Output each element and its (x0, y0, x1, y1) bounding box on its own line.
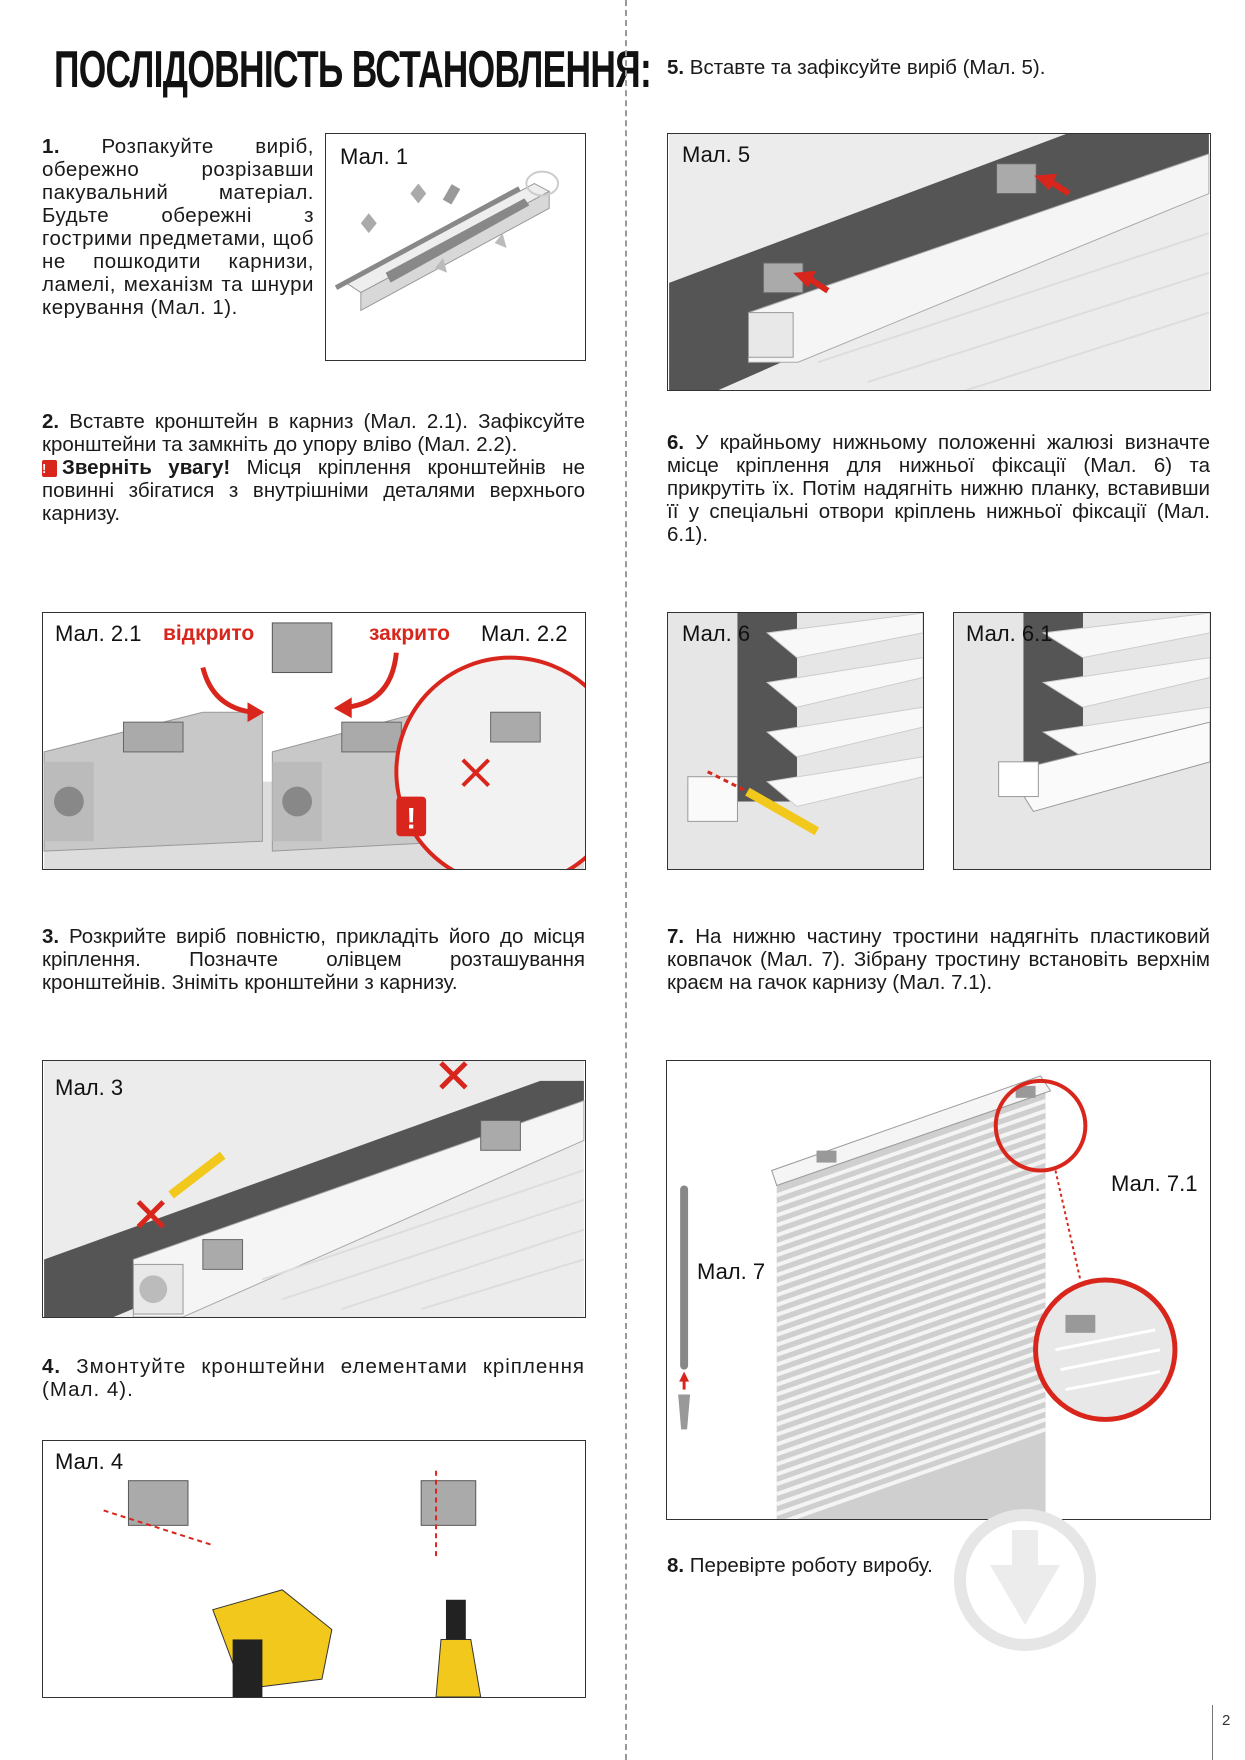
warning-icon: ! (42, 460, 57, 477)
figure-4 (42, 1440, 586, 1698)
bottom-rail-illustration (954, 613, 1210, 869)
step-number: 2. (42, 410, 60, 433)
step-text: На нижню частину тростини надягніть пластиковий ковпачок (Мал. 7). Зібрану тростину встановіть верхнім краєм на гачок карнизу (Мал. 7.1). (667, 925, 1210, 994)
step-text: Вставте та зафіксуйте виріб (Мал. 5). (684, 56, 1046, 79)
page-title: ПОСЛІДОВНІСТЬ ВСТАНОВЛЕННЯ: (54, 41, 652, 99)
rail-fixing-illustration (668, 134, 1210, 390)
figure-3 (42, 1060, 586, 1318)
step-number: 1. (42, 135, 61, 158)
step-3 (42, 925, 585, 994)
step-number: 4. (42, 1355, 62, 1378)
step-number: 5. (667, 56, 685, 79)
warning-text: Місця кріплення кронштейнів не повинні збігатися з внутрішніми деталями верхнього карнизу. (42, 456, 585, 525)
step-number: 3. (42, 925, 60, 948)
bracket-insertion-illustration (43, 613, 585, 869)
step-text: У крайньому нижньому положенні жалюзі визначте місце кріплення для нижньої фіксації (Мал. 6) та прикрутіть їх. Потім надягніть нижню планку, вставивши її у спеціальні отвори кріплень нижньої фіксації (Мал. 6.1). (667, 431, 1210, 546)
figure-label: Мал. 3 (55, 1075, 124, 1100)
step-number: 7. (667, 925, 685, 948)
svg-text:!: ! (406, 802, 417, 836)
step-text: Вставте кронштейн в карниз (Мал. 2.1). Зафіксуйте кронштейни та замкніть до упору вліво (Мал. 2.2). (42, 410, 585, 456)
step-text: Розпакуйте виріб, обережно розрізавши пакувальний матеріал. Будьте обережні з гострими предметами, щоб не пошкодити карнизи, ламелі, механізм та шнури керування (Мал. 1). (42, 135, 314, 319)
marking-position-illustration (43, 1061, 585, 1317)
step-6 (667, 431, 1210, 546)
figure-7 (666, 1060, 1211, 1520)
step-text: Змонтуйте кронштейни елементами кріплення (Мал. 4). (42, 1355, 585, 1401)
figure-6 (667, 612, 924, 870)
step-1 (42, 135, 314, 319)
figure-5 (667, 133, 1211, 391)
watermark-logo-icon (950, 1505, 1100, 1655)
page-number: 2 (1222, 1712, 1231, 1729)
figure-label: Мал. 2.2 (481, 621, 568, 646)
step-7 (667, 925, 1210, 994)
bottom-fixing-marking-illustration (668, 613, 923, 869)
step-number: 8. (667, 1554, 685, 1577)
page-number-rule (1212, 1705, 1213, 1760)
bracket-mounting-illustration (43, 1441, 585, 1697)
figure-label: Мал. 6 (682, 621, 751, 646)
figure-1 (325, 133, 586, 361)
step-number: 6. (667, 431, 685, 454)
figure-label: Мал. 7 (697, 1259, 766, 1284)
step-8 (667, 1554, 1210, 1577)
closed-label: закрито (369, 622, 450, 645)
step-text: Розкрийте виріб повністю, прикладіть його до місця кріплення. Позначте олівцем розташування кронштейнів. Зніміть кронштейни з карнизу. (42, 925, 585, 994)
open-label: відкрито (163, 622, 255, 645)
figure-label: Мал. 4 (55, 1449, 124, 1474)
step-text: Перевірте роботу виробу. (684, 1554, 933, 1577)
figure-label: Мал. 6.1 (966, 621, 1053, 646)
figure-label: Мал. 2.1 (55, 621, 142, 646)
step-4 (42, 1355, 585, 1401)
step-5 (667, 56, 1210, 79)
warning-title: Зверніть увагу! (62, 456, 231, 479)
figure-2 (42, 612, 586, 870)
wand-installation-illustration (667, 1061, 1210, 1519)
figure-label: Мал. 7.1 (1111, 1171, 1198, 1196)
figure-6-1 (953, 612, 1211, 870)
figure-label: Мал. 1 (340, 144, 409, 169)
step-2 (42, 410, 585, 525)
column-divider (625, 0, 627, 1760)
figure-label: Мал. 5 (682, 142, 751, 167)
